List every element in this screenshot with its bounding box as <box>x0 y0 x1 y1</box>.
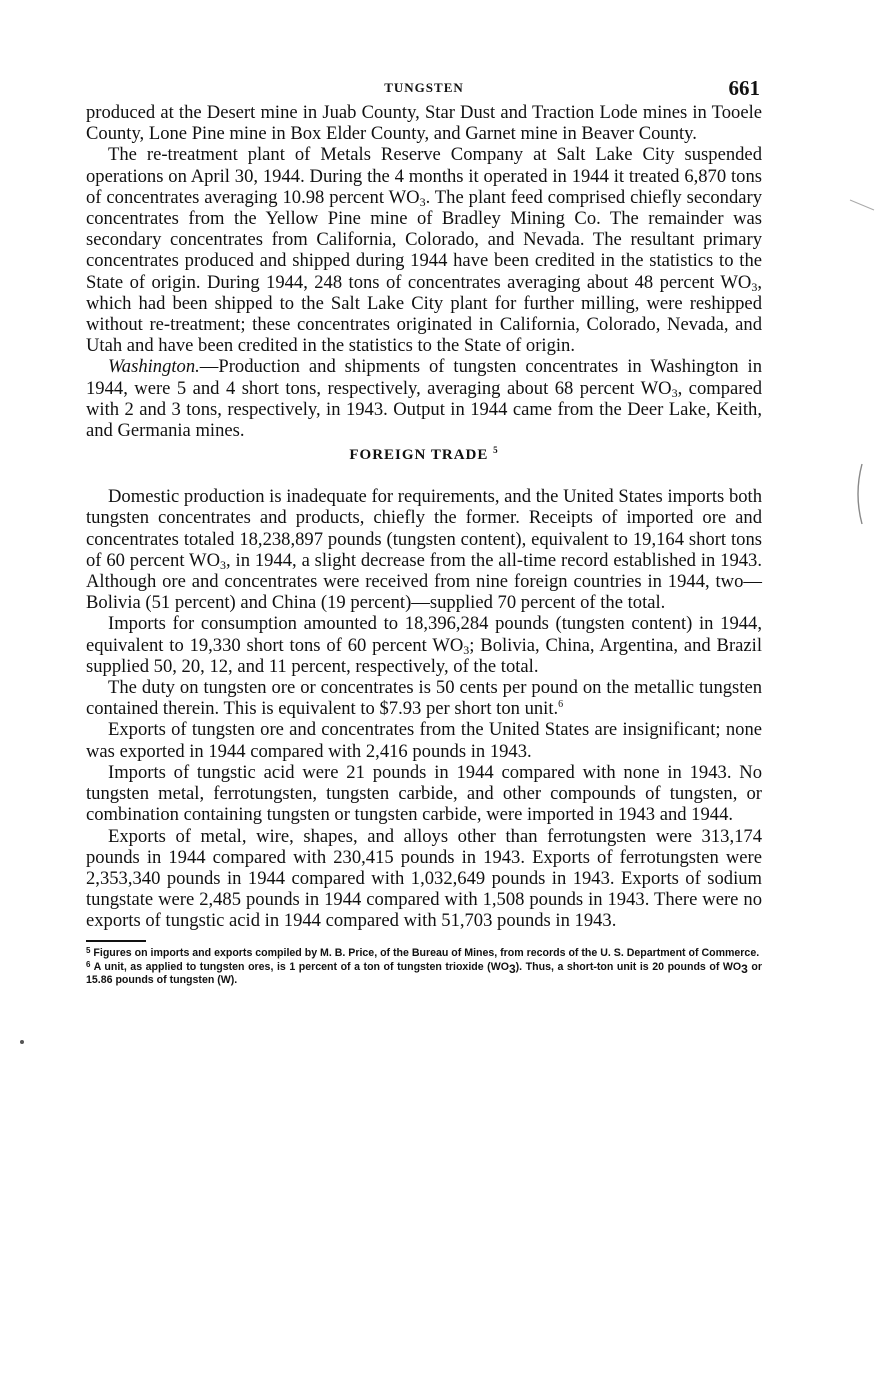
text-segment: , compared with 2 and 3 tons, respectively, in 1943. Output in 1944 came from the Deer Lake, Keith, and Germania mines. <box>86 377 762 442</box>
text-segment: The duty on tungsten ore or concentrates is 50 cents per pound on the metallic tungsten contained therein. This is equivalent to $7.93 per short ton unit. <box>86 677 762 720</box>
page-header <box>86 76 762 102</box>
footnote-number: 6 <box>86 960 91 970</box>
text-segment: —Production and shipments of tungsten concentrates in Washington in 1944, were 5 and 4 short tons, respectively, averaging about 68 percent WO <box>86 356 762 399</box>
section-heading-text: FOREIGN TRADE <box>349 447 489 464</box>
subscript: 3 <box>419 194 426 209</box>
subscript: 3 <box>220 557 227 572</box>
footnote-5 <box>86 945 762 960</box>
paragraph-tungstic-acid: Imports of tungstic acid were 21 pounds in 1944 compared with none in 1943. No tungsten metal, ferrotungsten, tungsten carbide, and other compounds of tungsten, or combination containing tungsten or tungsten carbide, were imported in 1943 and 1944. <box>86 761 762 826</box>
paragraph-utah-mines: produced at the Desert mine in Juab County, Star Dust and Traction Lode mines in Tooele County, Lone Pine mine in Box Elder County, and Garnet mine in Beaver County. <box>86 102 762 145</box>
section-heading <box>86 447 762 464</box>
paragraph-imports-consumption <box>86 613 762 677</box>
footnote-text: ). Thus, a short-ton unit is 20 pounds of WO <box>515 961 742 974</box>
footnote-text: or 15.86 pounds of tungsten (W). <box>86 961 762 986</box>
margin-dash-mark <box>848 196 878 216</box>
running-head: TUNGSTEN <box>384 80 464 95</box>
footnote-ref: 6 <box>558 699 564 711</box>
text-segment: The re-treatment plant of Metals Reserve Company at Salt Lake City suspended operations on April 30, 1944. During the 4 months it operated in 1944 it treated 6,870 tons of concentrates averaging 10.98 percent WO <box>86 144 762 208</box>
margin-bracket-mark <box>852 462 866 526</box>
paragraph-duty <box>86 677 762 719</box>
subscript: 3 <box>741 962 748 977</box>
page-number: 661 <box>728 76 760 100</box>
footnote-6 <box>86 959 762 986</box>
subscript: 3 <box>463 642 470 657</box>
footnote-number: 5 <box>86 945 91 955</box>
text-segment: ; Bolivia, China, Argentina, and Brazil supplied 50, 20, 12, and 11 percent, respectively, of the total. <box>86 634 762 677</box>
subscript: 3 <box>508 962 516 977</box>
footnote-text: Figures on imports and exports compiled by M. B. Price, of the Bureau of Mines, from records of the U. S. Department of Commerce. <box>93 946 760 959</box>
subscript: 3 <box>751 279 758 294</box>
state-label: Washington. <box>108 356 200 378</box>
paragraph-exports-metal: Exports of metal, wire, shapes, and alloys other than ferrotungsten were 313,174 pounds in 1944 compared with 230,415 pounds in 1943. Exports of ferrotungsten were 2,353,340 pounds in 1944 compared with 1,032,649 pounds in 1943. Exports of sodium tungstate were 2,485 pounds in 1944 compared with 1,508 pounds in 1943. There were no exports of tungstic acid in 1944 compared with 51,703 pounds in 1943. <box>86 825 762 932</box>
paragraph-retreatment-plant <box>86 144 762 356</box>
subscript: 3 <box>671 385 678 400</box>
document-page <box>86 76 762 986</box>
text-segment: Domestic production is inadequate for requirements, and the United States imports both tungsten concentrates and products, chiefly the former. Receipts of imported ore and concentrates totaled 18,238,897 pounds (tungsten content), equivalent to 19,164 short tons of 60 percent WO <box>86 486 762 571</box>
text-segment: , which had been shipped to the Salt Lake City plant for further milling, were reshipped without re-treatment; these concentrates originated in California, Colorado, Nevada, and Utah and have been credited in the statistics to the State of origin. <box>86 271 762 357</box>
text-segment: Imports for consumption amounted to 18,396,284 pounds (tungsten content) in 1944, equivalent to 19,330 short tons of 60 percent WO <box>86 613 762 656</box>
margin-dot-mark <box>20 1040 24 1044</box>
paragraph-washington <box>86 356 762 441</box>
text-segment: , in 1944, a slight decrease from the all-time record established in 1943. Although ore and concentrates were received from nine foreign countries in 1944, two—Bolivia (51 percent) and China (19 percent)—supplied 70 percent of the total. <box>86 549 762 614</box>
footnote-ref: 5 <box>493 445 499 456</box>
footnote-text: A unit, as applied to tungsten ores, is 1 percent of a ton of tungsten trioxide (WO <box>93 961 509 974</box>
paragraph-domestic-production <box>86 486 762 613</box>
text-segment: . The plant feed comprised chiefly secondary concentrates from the Yellow Pine mine of Bradley Mining Co. The remainder was secondary concentrates from California, Colorado, and Nevada. The resultant primary concentrates produced and shipped during 1944 have been credited in the statistics to the State of origin. During 1944, 248 tons of concentrates averaging about 48 percent WO <box>86 186 762 293</box>
footnote-rule <box>86 940 146 942</box>
paragraph-exports-ore: Exports of tungsten ore and concentrates from the United States are insignificant; none was exported in 1944 compared with 2,416 pounds in 1943. <box>86 719 762 762</box>
